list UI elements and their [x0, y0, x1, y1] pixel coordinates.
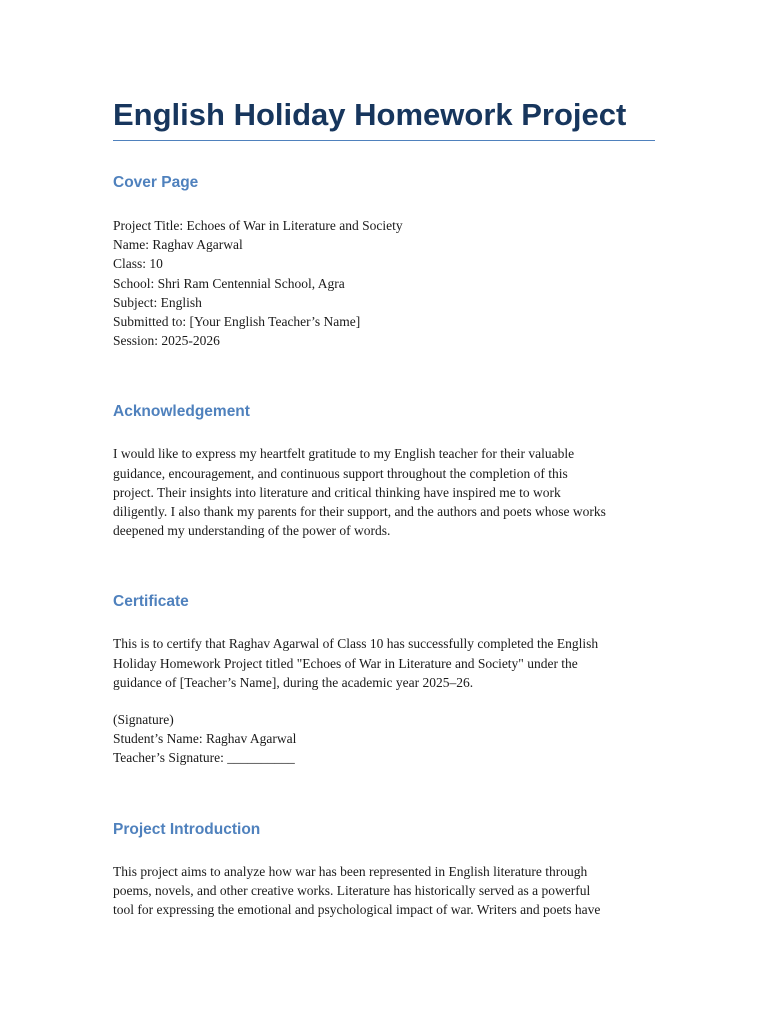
certificate-heading: Certificate — [113, 593, 189, 611]
introduction-line: This project aims to analyze how war has been represented in English literature through — [113, 863, 588, 879]
certificate-line: Holiday Homework Project titled "Echoes of War in Literature and Society" under the — [113, 655, 578, 671]
cover-subject: Subject: English — [113, 294, 202, 310]
certificate-signature-block — [113, 710, 655, 768]
cover-submitted-to: Submitted to: [Your English Teacher’s Name] — [113, 314, 361, 330]
student-name-line: Student’s Name: Raghav Agarwal — [113, 731, 297, 747]
project-introduction-paragraph — [113, 862, 655, 920]
project-introduction-heading: Project Introduction — [113, 820, 261, 838]
certificate-line: guidance of [Teacher’s Name], during the academic year 2025–26. — [113, 674, 474, 690]
cover-name: Name: Raghav Agarwal — [113, 237, 243, 253]
cover-project-title: Project Title: Echoes of War in Literature and Society — [113, 218, 403, 233]
acknowledgement-line: deepened my understanding of the power of words. — [113, 523, 391, 539]
document-content — [113, 95, 655, 919]
acknowledgement-line: diligently. I also thank my parents for their support, and the authors and poets whose works — [113, 504, 606, 520]
certificate-paragraph — [113, 634, 655, 692]
acknowledgement-line: project. Their insights into literature and critical thinking have inspired me to work — [113, 484, 561, 500]
title-underline — [113, 140, 655, 141]
cover-page-heading: Cover Page — [113, 174, 199, 191]
cover-page-details — [113, 216, 655, 350]
cover-school: School: Shri Ram Centennial School, Agra — [113, 275, 345, 291]
acknowledgement-line: guidance, encouragement, and continuous support throughout the completion of this — [113, 465, 568, 481]
acknowledgement-heading: Acknowledgement — [113, 403, 250, 421]
teacher-signature-line: Teacher’s Signature: __________ — [113, 750, 295, 766]
signature-label: (Signature) — [113, 712, 174, 728]
cover-session: Session: 2025-2026 — [113, 333, 220, 349]
document-title: English Holiday Homework Project — [113, 97, 627, 132]
acknowledgement-line: I would like to express my heartfelt gratitude to my English teacher for their valuable — [113, 446, 575, 462]
introduction-line: tool for expressing the emotional and psychological impact of war. Writers and poets have — [113, 902, 601, 918]
acknowledgement-paragraph — [113, 444, 655, 540]
certificate-line: This is to certify that Raghav Agarwal of Class 10 has successfully completed the English — [113, 636, 599, 652]
cover-class: Class: 10 — [113, 256, 163, 272]
introduction-line: poems, novels, and other creative works. Literature has historically served as a powerful — [113, 882, 591, 898]
